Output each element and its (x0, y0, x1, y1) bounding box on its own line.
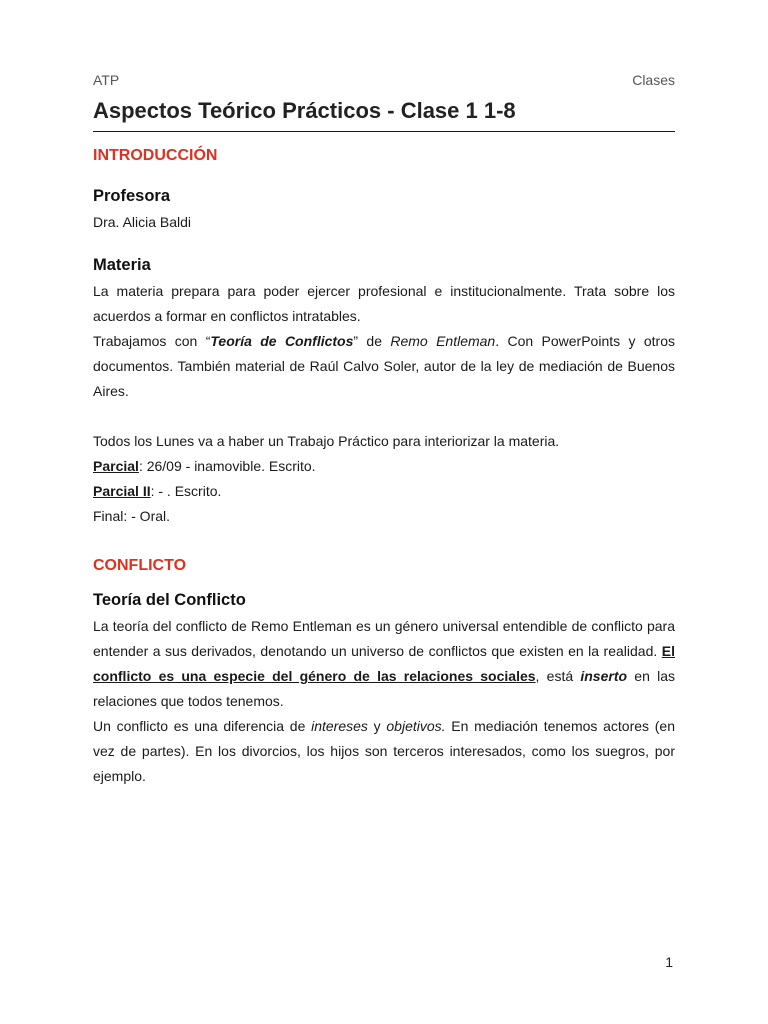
materia-paragraph-2: Trabajamos con “Teoría de Conflictos” de Remo Entleman. Con PowerPoints y otros documentos. También material de Raúl Calvo Soler, autor de la ley de mediación de Buenos Aires. (93, 333, 675, 399)
page-number: 1 (665, 954, 673, 970)
parcial-2-label: Parcial II (93, 483, 151, 499)
trabajo-practico-note: Todos los Lunes va a haber un Trabajo Práctico para interiorizar la materia. (93, 433, 560, 449)
emphasis-intereses: intereses (311, 718, 368, 734)
document-body (93, 144, 675, 789)
book-title-teoria-de-conflictos: Teoría de Conflictos (210, 333, 354, 349)
document-title: Aspectos Teórico Prácticos - Clase 1 1-8 (93, 98, 516, 123)
subheading-teoria-del-conflicto: Teoría del Conflicto (93, 591, 246, 609)
title-divider (93, 131, 675, 132)
conflicto-paragraph-2: Un conflicto es una diferencia de intereses y objetivos. En mediación tenemos actores (en vez de partes). En los divorcios, los hijos son terceros interesados, como los suegros, por ejemplo. (93, 718, 676, 784)
section-heading-introduccion: INTRODUCCIÓN (93, 147, 218, 164)
emphasis-inserto: inserto (580, 668, 628, 684)
final-line: Final: - Oral. (93, 508, 171, 524)
emphasis-objetivos: objetivos. (386, 718, 446, 734)
profesora-name: Dra. Alicia Baldi (93, 214, 192, 230)
parcial-2-line: Parcial II: - . Escrito. (93, 483, 222, 499)
header-course-code: ATP (93, 72, 120, 88)
subheading-profesora: Profesora (93, 187, 171, 205)
section-heading-conflicto: CONFLICTO (93, 557, 187, 574)
author-name: Remo Entleman (390, 333, 496, 349)
key-definition: El conflicto es una especie del género de las relaciones sociales (93, 643, 675, 684)
conflicto-paragraph-1: La teoría del conflicto de Remo Entleman es un género universal entendible de conflicto para entender a sus derivados, denotando un universo de conflictos que existen en la realidad. El conflicto es una especie del género de las relaciones sociales, está inserto en las relaciones que todos tenemos. (93, 618, 675, 709)
parcial-line: Parcial: 26/09 - inamovible. Escrito. (93, 458, 316, 474)
header-section-label: Clases (632, 72, 675, 88)
materia-paragraph-1: La materia prepara para poder ejercer profesional e institucionalmente. Trata sobre los acuerdos a formar en conflictos intratables. (93, 283, 675, 324)
parcial-label: Parcial (93, 458, 139, 474)
subheading-materia: Materia (93, 256, 151, 274)
